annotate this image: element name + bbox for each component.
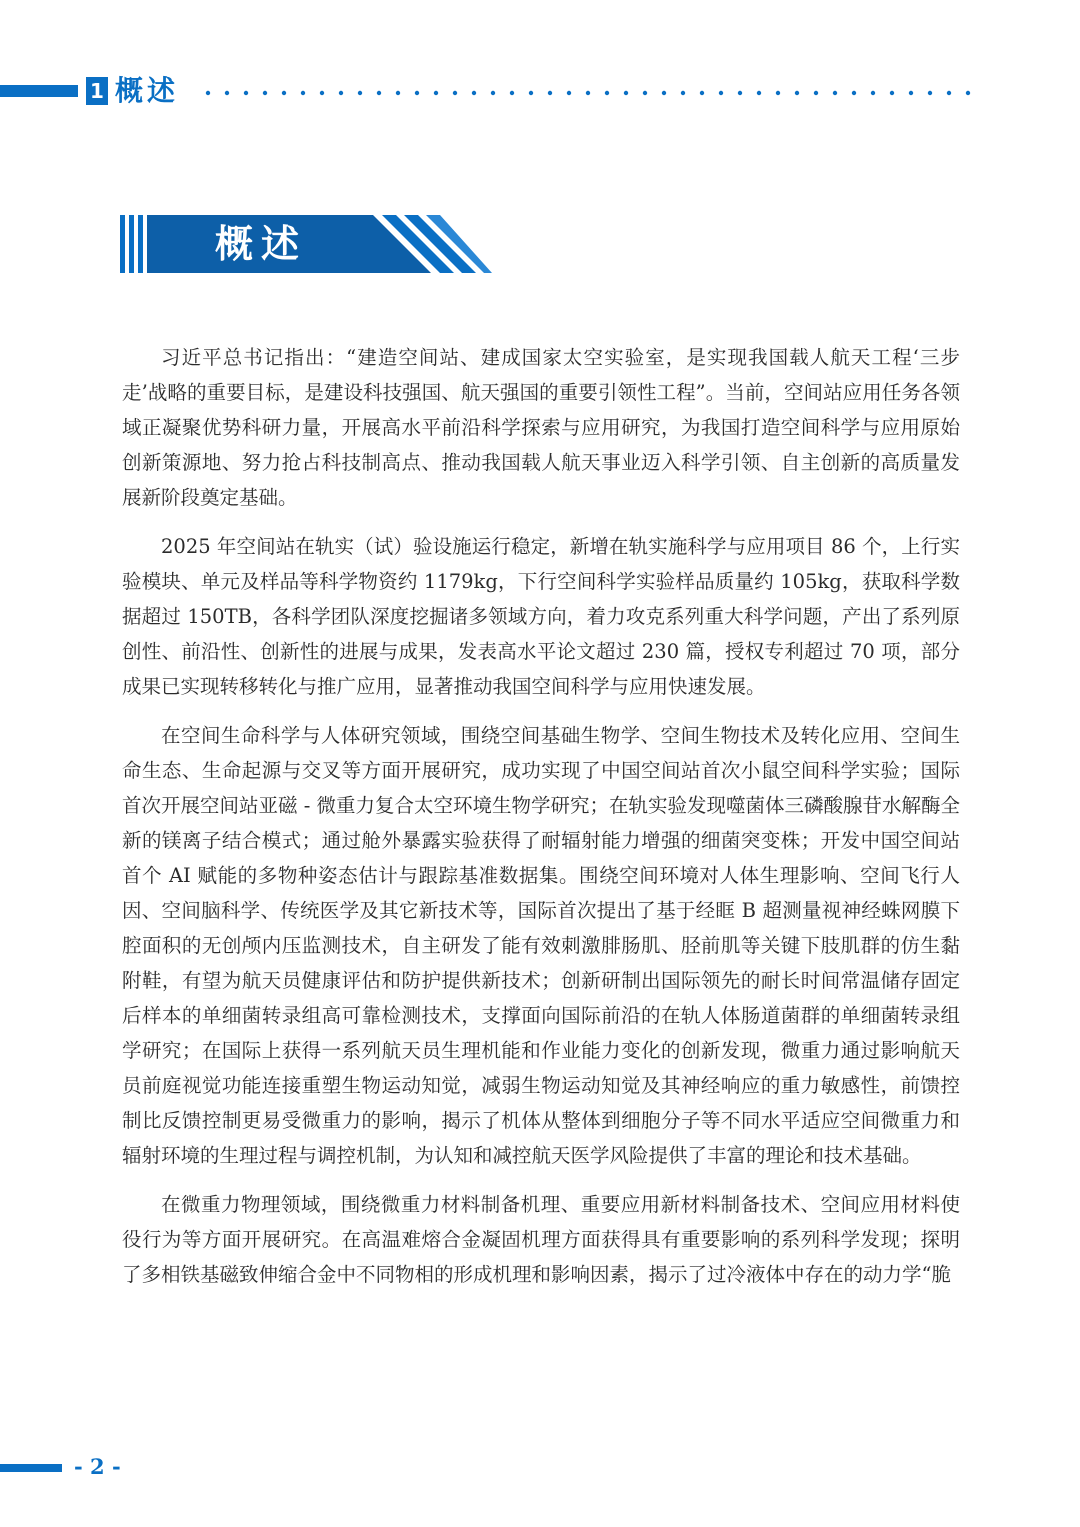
header-dot: [206, 91, 210, 95]
header-dot: [909, 91, 913, 95]
header-dot: [928, 91, 932, 95]
header-dot: [510, 91, 514, 95]
header-dot: [263, 91, 267, 95]
header-dot: [472, 91, 476, 95]
header-dot: [738, 91, 742, 95]
header-accent-bar: [0, 85, 78, 97]
header-dot: [586, 91, 590, 95]
header-dot: [852, 91, 856, 95]
header-dot: [567, 91, 571, 95]
header-dot: [700, 91, 704, 95]
header-dot: [225, 91, 229, 95]
header-dot: [377, 91, 381, 95]
header-dot: [662, 91, 666, 95]
header-dot: [529, 91, 533, 95]
section-title: 概述: [215, 222, 308, 266]
header-dot: [244, 91, 248, 95]
header-dot: [339, 91, 343, 95]
header-dot: [833, 91, 837, 95]
section-number-badge: 1: [86, 77, 108, 105]
body-text: [122, 340, 960, 1306]
header-dot: [719, 91, 723, 95]
header-dot: [947, 91, 951, 95]
header-dot: [624, 91, 628, 95]
page-number: - 2 -: [74, 1454, 121, 1479]
paragraph-2025-summary: 2025 年空间站在轨实（试）验设施运行稳定，新增在轨实施科学与应用项目 86 个，上行实验模块、单元及样品等科学物资约 1179kg，下行空间科学实验样品质量约 105kg，获取科学数据超过 150TB，各科学团队深度挖掘诸多领域方向，着力攻克系列重大科学问题，产出了系列原创性、前沿性、创新性的进展与成果，发表高水平论文超过 230 篇，授权专利超过 70 项，部分成果已实现转移转化与推广应用，显著推动我国空间科学与应用快速发展。: [122, 535, 960, 698]
header-dot: [605, 91, 609, 95]
paragraph-intro: 习近平总书记指出：“建造空间站、建成国家太空实验室，是实现我国载人航天工程‘三步走’战略的重要目标，是建设科技强国、航天强国的重要引领性工程”。当前，空间站应用任务各领域正凝聚优势科研力量，开展高水平前沿科学探索与应用研究，为我国打造空间科学与应用原始创新策源地、努力抢占科技制高点、推动我国载人航天事业迈入科学引领、自主创新的高质量发展新阶段奠定基础。: [122, 346, 960, 509]
header-dot: [890, 91, 894, 95]
header-dot: [643, 91, 647, 95]
paragraph-microgravity: 在微重力物理领域，围绕微重力材料制备机理、重要应用新材料制备技术、空间应用材料使役行为等方面开展研究。在高温难熔合金凝固机理方面获得具有重要影响的系列科学发现；探明了多相铁基磁致伸缩合金中不同物相的形成机理和影响因素，揭示了过冷液体中存在的动力学“脆: [122, 1193, 960, 1286]
header-dot: [415, 91, 419, 95]
header-dot: [757, 91, 761, 95]
header-dot: [491, 91, 495, 95]
header-dot: [814, 91, 818, 95]
header-dot: [548, 91, 552, 95]
header-dot: [871, 91, 875, 95]
header-dot: [681, 91, 685, 95]
header-dot: [301, 91, 305, 95]
header-dot: [776, 91, 780, 95]
header-dot: [282, 91, 286, 95]
running-header-title: 概述: [115, 74, 180, 107]
footer-accent-bar: [0, 1464, 62, 1472]
header-dot: [453, 91, 457, 95]
header-dot: [320, 91, 324, 95]
header-dot: [966, 91, 970, 95]
header-dotted-rule: [205, 88, 985, 98]
header-dot: [795, 91, 799, 95]
header-dot: [434, 91, 438, 95]
header-dot: [396, 91, 400, 95]
header-dot: [358, 91, 362, 95]
paragraph-life-science: 在空间生命科学与人体研究领域，围绕空间基础生物学、空间生物技术及转化应用、空间生命生态、生命起源与交叉等方面开展研究，成功实现了中国空间站首次小鼠空间科学实验；国际首次开展空间站亚磁 - 微重力复合太空环境生物学研究；在轨实验发现噬菌体三磷酸腺苷水解酶全新的镁离子结合模式；通过舱外暴露实验获得了耐辐射能力增强的细菌突变株；开发中国空间站首个 AI 赋能的多物种姿态估计与跟踪基准数据集。围绕空间环境对人体生理影响、空间飞行人因、空间脑科学、传统医学及其它新技术等，国际首次提出了基于经眶 B 超测量视神经蛛网膜下腔面积的无创颅内压监测技术，自主研发了能有效刺激腓肠肌、胫前肌等关键下肢肌群的仿生黏附鞋，有望为航天员健康评估和防护提供新技术；创新研制出国际领先的耐长时间常温储存固定后样本的单细菌转录组高可靠检测技术，支撑面向国际前沿的在轨人体肠道菌群的单细菌转录组学研究；在国际上获得一系列航天员生理机能和作业能力变化的创新发现，微重力通过影响航天员前庭视觉功能连接重塑生物运动知觉，减弱生物运动知觉及其神经响应的重力敏感性，前馈控制比反馈控制更易受微重力的影响，揭示了机体从整体到细胞分子等不同水平适应空间微重力和辐射环境的生理过程与调控机制，为认知和减控航天医学风险提供了丰富的理论和技术基础。: [122, 724, 960, 1167]
